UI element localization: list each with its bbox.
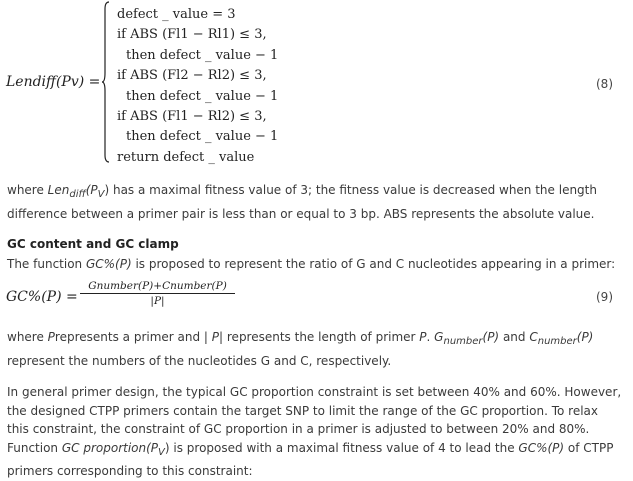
paragraph-gc-proportion: In general primer design, the typical GC proportion constraint is set between 40% and 60%. However, the designed CTPP primers contain the target SNP to limit the range of the GC proportion. To relax this constraint, the constraint of GC proportion in a primer is adjusted to between 20% and 80%. Function GC $proportion(P_V)$ is proposed with a maximal fitness value of 4 to lead the GC%(P) of CTPP primers corresponding to this constraint: — [7, 385, 622, 478]
equation-9-number: (9) — [596, 290, 613, 304]
case-line: then defect _ value − 1 — [126, 47, 279, 63]
fraction-numerator: Gnumber(P)+Cnumber(P) — [80, 280, 235, 294]
len-diff-term: Len — [47, 183, 70, 197]
equation-8-cases — [117, 5, 278, 168]
equation-8-number: (8) — [596, 77, 613, 91]
case-line: if ABS (Fl2 − Rl2) ≤ 3, — [117, 68, 267, 84]
paragraph-primer-definitions: where Prepresents a primer and | P| represents the length of primer P. $G_{number}(P)$ and $C_{number}(P)$ represent the numbers of the nucleotides G and C, respectively. — [7, 330, 594, 368]
case-line: then defect _ value − 1 — [126, 88, 279, 104]
gc-fraction — [80, 280, 235, 307]
case-line: if ABS (Fl1 − Rl1) ≤ 3, — [117, 27, 267, 43]
case-line: return defect _ value — [117, 149, 255, 165]
paragraph-len-diff: where $Len_{diff}(P_V)$ has a maximal fitness value of 3; the fitness value is decreased when the length difference between a primer pair is less than or equal to 3 bp. ABS represents the absolute value. — [7, 183, 597, 221]
equation-9-lhs: GC%(P) = — [6, 289, 78, 305]
paragraph-gc-function: The function GC%(P) is proposed to represent the ratio of G and C nucleotides appearing in a primer: — [7, 257, 616, 271]
left-brace-icon — [102, 1, 110, 163]
equation-8-lhs: Lendiff(Pv) = — [6, 74, 101, 90]
case-line: if ABS (Fl1 − Rl2) ≤ 3, — [117, 109, 267, 125]
section-heading: GC content and GC clamp — [7, 237, 179, 251]
case-line: defect _ value = 3 — [117, 7, 236, 22]
fraction-denominator: |P| — [150, 295, 165, 307]
case-line: then defect _ value − 1 — [126, 129, 279, 145]
